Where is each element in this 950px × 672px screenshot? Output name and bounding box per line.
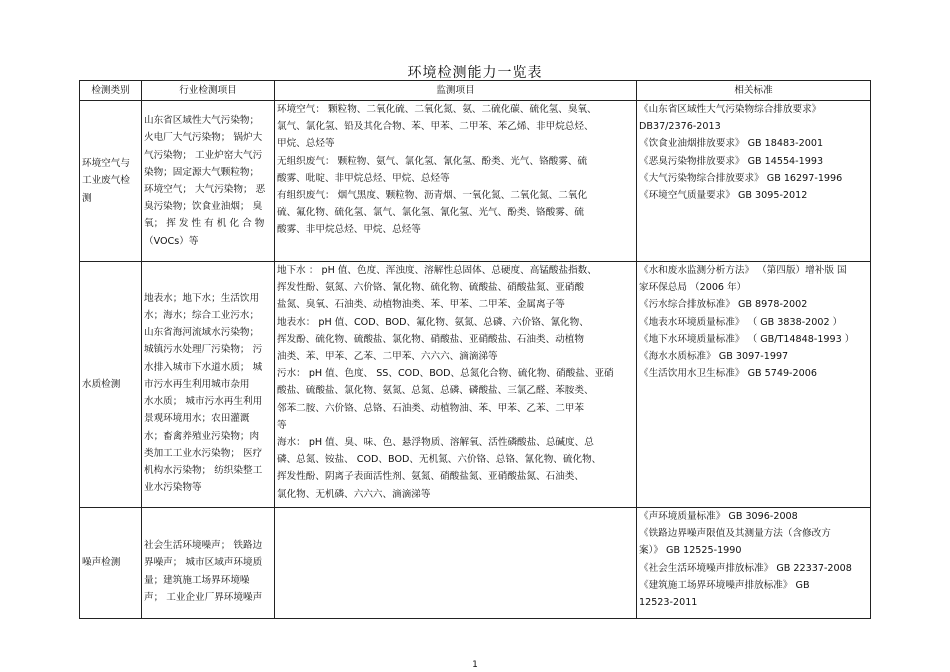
standards-line: 《污水综合排放标准》 GB 8978-2002 <box>639 299 808 311</box>
category-line: 水质检测 <box>82 378 121 390</box>
items-line: 邻苯二胺、六价铬、总铬、石油类、动植物油、苯、甲苯、乙苯、二甲苯 <box>277 402 584 414</box>
industry-line: 山东省区域性大气污染物； <box>144 115 260 127</box>
items-cell <box>275 101 637 262</box>
items-line: 地表水： pH 值、COD、BOD、氟化物、氨氮、总磷、六价铬、氰化物、 <box>277 316 589 328</box>
industry-line: 类加工工业水污染物； 医疗 <box>144 447 263 459</box>
items-line: 氯化物、无机磷、六六六、滴滴涕等 <box>277 488 431 500</box>
items-line: 挥发酚、硫化物、硫酸盐、氯化物、硝酸盐、亚硝酸盐、石油类、动植物 <box>277 333 584 345</box>
industry-line: 氧； 挥 发 性 有 机 化 合 物 <box>144 218 265 230</box>
standards-line: 12523-2011 <box>639 597 698 609</box>
header-category: 检测类别 <box>80 81 142 101</box>
industry-line: 水；畜禽养殖业污染物；肉 <box>144 430 260 442</box>
standards-line: 案）》 GB 12525-1990 <box>639 545 742 557</box>
items-line: 氯气、氯化氢、铅及其化合物、苯、甲苯、二甲苯、苯乙烯、非甲烷总烃、 <box>277 121 594 133</box>
industry-line: 染物；固定源大气颗粒物； <box>144 166 260 178</box>
items-line: 挥发性酚、阴离子表面活性剂、氨氮、硝酸盐氮、亚硝酸盐氮、石油类、 <box>277 471 584 483</box>
items-line: 油类、苯、甲苯、乙苯、二甲苯、六六六、滴滴涕等 <box>277 351 498 363</box>
industry-cell <box>142 101 275 262</box>
category-line: 测 <box>82 192 92 204</box>
industry-line: 地表水；地下水；生活饮用 <box>144 292 260 304</box>
industry-line: 火电厂大气污染物； 锅炉大 <box>144 132 263 144</box>
document-title: 环境检测能力一览表 <box>407 65 543 81</box>
standards-line: 《恶臭污染物排放要求》 GB 14554-1993 <box>639 155 824 167</box>
capability-table <box>79 80 871 619</box>
industry-line: 环境空气； 大气污染物； 恶 <box>144 184 266 195</box>
industry-cell <box>142 508 275 619</box>
category-line: 工业废气检 <box>82 175 130 187</box>
industry-line: 臭污染物；饮食业油烟； 臭 <box>144 201 263 213</box>
category-cell <box>80 101 142 262</box>
items-line: 磷、总氮、铵盐、 COD、BOD、无机氮、六价铬、总铬、氰化物、硫化物、 <box>277 454 602 466</box>
standards-line: 《社会生活环境噪声排放标准》 GB 22337-2008 <box>639 562 852 574</box>
table-row-air-row <box>80 101 871 262</box>
industry-line <box>144 273 272 290</box>
industry-line: 山东省海河流域水污染物； <box>144 327 260 339</box>
industry-line: 气污染物； 工业炉窑大气污 <box>144 149 263 161</box>
industry-line <box>144 520 272 537</box>
header-items: 监测项目 <box>275 81 637 101</box>
items-line: 海水： pH 值、臭、味、色、悬浮物质、溶解氧、活性磷酸盐、总碱度、总 <box>277 437 594 449</box>
industry-line: 市污水再生利用城市杂用 <box>144 378 250 390</box>
items-line: 盐氮、臭氧、石油类、动植物油类、苯、甲苯、二甲苯、金属离子等 <box>277 299 565 311</box>
page-number: 1 <box>472 660 478 670</box>
items-line: 地下水 ： pH 值、色度、浑浊度、溶解性总固体、总硬度、高锰酸盐指数、 <box>277 265 597 276</box>
header-industry: 行业检测项目 <box>142 81 275 101</box>
items-line: 甲烷、总烃等 <box>277 138 335 150</box>
header-standards: 相关标准 <box>637 81 871 101</box>
standards-line: 《生活饮用水卫生标准》 GB 5749-2006 <box>639 368 817 380</box>
category-line: 环境空气与 <box>82 158 130 170</box>
industry-line: 水水质； 城市污水再生利用 <box>144 396 263 408</box>
items-line: 酸雾、非甲烷总烃、甲烷、总烃等 <box>277 224 421 236</box>
standards-line: 《地下水环境质量标准》 （ GB/T14848-1993 ） <box>639 333 855 345</box>
items-line: 等 <box>277 419 287 431</box>
items-line: 挥发性酚、氨氮、六价铬、氰化物、硫化物、硫酸盐、硝酸盐氮、亚硝酸 <box>277 282 584 294</box>
industry-line: 社会生活环境噪声； 铁路边 <box>144 540 263 552</box>
industry-cell <box>142 262 275 508</box>
category-line: 噪声检测 <box>82 557 121 569</box>
industry-line: 业水污染物等 <box>144 482 202 494</box>
standards-line: 《建筑施工场界环境噪声排放标准》 GB <box>639 579 810 591</box>
standards-line: 《水和废水监测分析方法》 （第四版）增补版 国 <box>639 265 847 276</box>
table-header-row <box>80 81 871 101</box>
standards-line: 《铁路边界噪声限值及其测量方法（含修改方 <box>639 528 831 540</box>
standards-line: 《海水水质标准》 GB 3097-1997 <box>639 351 789 363</box>
standards-line: 《地表水环境质量标准》 （ GB 3838-2002 ） <box>639 316 843 328</box>
items-line: 无组织废气： 颗粒物、氨气、氯化氢、氰化氢、酚类、光气、铬酸雾、硫 <box>277 155 588 167</box>
industry-line: 机构水污染物； 纺织染整工 <box>144 464 263 476</box>
standards-cell <box>637 262 871 508</box>
standards-cell <box>637 508 871 619</box>
standards-line: 《山东省区域性大气污染物综合排放要求》 <box>639 104 822 115</box>
category-cell <box>80 508 142 619</box>
table-row-noise-row <box>80 508 871 619</box>
industry-line: （VOCs）等 <box>144 235 199 247</box>
standards-line: 《环境空气质量要求》 GB 3095-2012 <box>639 190 808 202</box>
standards-line: 《声环境质量标准》 GB 3096-2008 <box>639 511 798 522</box>
standards-line: 《饮食业油烟排放要求》 GB 18483-2001 <box>639 138 824 150</box>
standards-line: 《大气污染物综合排放要求》 GB 16297-1996 <box>639 172 843 184</box>
standards-line: DB37/2376-2013 <box>639 121 721 133</box>
items-line: 酸雾、吡啶、非甲烷总烃、甲烷、总烃等 <box>277 172 450 184</box>
items-line: 环境空气： 颗粒物、二氧化硫、二氧化氮、氨、二硫化碳、硫化氢、臭氧、 <box>277 104 597 115</box>
industry-line: 景观环境用水；农田灌溉 <box>144 413 250 425</box>
items-line: 有组织废气： 烟气黑度、颗粒物、沥青烟、一氧化氮、二氧化氮、二氧化 <box>277 190 588 202</box>
industry-line: 城镇污水处理厂污染物； 污 <box>144 344 263 356</box>
table-row-water-row <box>80 262 871 508</box>
items-cell <box>275 508 637 619</box>
category-cell <box>80 262 142 508</box>
items-line: 酸盐、硫酸盐、氯化物、氨氮、总氮、总磷、磷酸盐、三氯乙醛、苯胺类、 <box>277 385 594 397</box>
industry-line: 量；建筑施工场界环境噪 <box>144 574 250 586</box>
industry-line: 界噪声； 城市区域声环境质 <box>144 557 263 569</box>
industry-line: 声； 工业企业厂界环境噪声 <box>144 591 263 603</box>
items-line: 硫、氟化物、硫化氢、氯气、氯化氢、氰化氢、光气、酚类、铬酸雾、硫 <box>277 207 584 219</box>
standards-cell <box>637 101 871 262</box>
industry-line: 水排入城市下水道水质； 城 <box>144 361 263 373</box>
items-cell <box>275 262 637 508</box>
standards-line: 家环保总局 （2006 年） <box>639 282 747 294</box>
industry-line: 水；海水；综合工业污水； <box>144 310 260 322</box>
items-line: 污水： pH 值、色度、 SS、COD、BOD、总氮化合物、硫化物、硝酸盐、亚硝 <box>277 368 614 380</box>
